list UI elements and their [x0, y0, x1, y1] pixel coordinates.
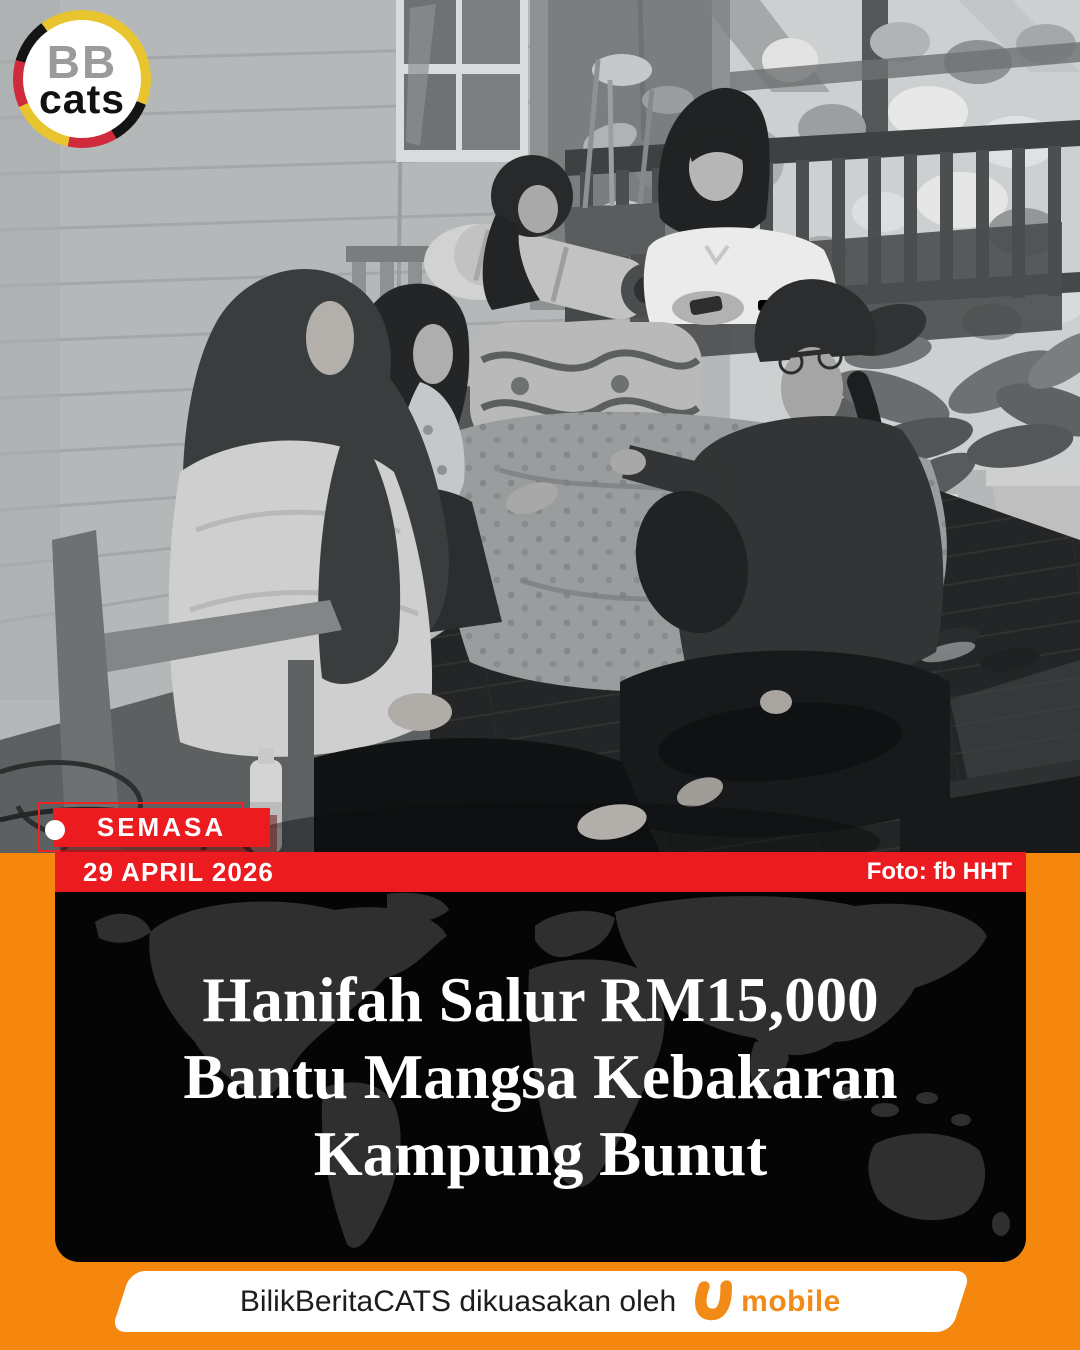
headline-line: Kampung Bunut — [313, 1118, 768, 1189]
umobile-logo — [690, 1279, 842, 1325]
umobile-u-icon — [690, 1279, 736, 1325]
headline-box — [55, 892, 1026, 1262]
headline-line: Hanifah Salur RM15,000 — [202, 964, 879, 1035]
footer-powered-text: BilikBeritaCATS dikuasakan oleh — [240, 1284, 677, 1318]
logo-text-cats: cats — [38, 75, 126, 122]
headline-line: Bantu Mangsa Kebakaran — [183, 1041, 898, 1112]
bbcats-logo-inner — [23, 20, 141, 138]
category-badge — [53, 808, 270, 847]
footer-bar — [111, 1271, 971, 1332]
umobile-wordmark: mobile — [741, 1284, 842, 1318]
category-badge-label: SEMASA — [96, 812, 227, 842]
headline — [55, 892, 1026, 1262]
photo-credit-label: Foto: fb HHT — [866, 858, 1012, 885]
logo-text-bb: BB — [46, 35, 118, 88]
bbcats-logo-icon — [13, 10, 151, 148]
badge-dot-icon — [45, 820, 65, 840]
date-label: 29 APRIL 2026 — [83, 856, 274, 887]
meta-bar — [55, 852, 1026, 892]
footer-content — [240, 1279, 841, 1325]
